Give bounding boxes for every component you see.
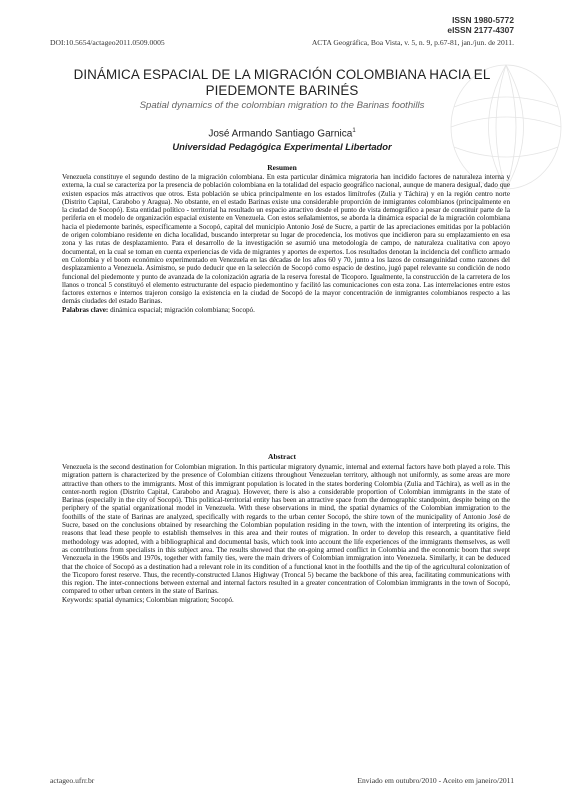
resumen-text: Venezuela constituye el segundo destino de la migración colombiana. En esta particular dinámica migratoria han incidido factores de naturaleza interna y externa, la cual se caracteriza por la presencia de población colombiana en la totalidad del espacio geográfico nacional, aunque de manera desigual, dado que existen espacios más atractivos que otros. Esta población se ubica principalmente en los estados limítrofes (Zulia y Táchira) y en la región centro norte (Distrito Capital, Carabobo y Aragua). No obstante, en el estado Barinas existe una considerable proporción de inmigrantes colombianos (principalmente en la ciudad de Socopó). Esta entidad político - territorial ha resultado un espacio atractivo desde el punto de vista demográfico a pesar de constituir parte de la periferia en el modelo de organización espacial existente en Venezuela. Con estos señalamientos, se aborda la dinámica espacial de la migración colombiana hacia el piedemonte barinés, específicamente a Socopó, capital del municipio Antonio José de Sucre, a partir de las apreciaciones emitidas por la población de origen colombiano residente en dicha localidad, buscando interpretar su lugar de procedencia, los motivos que incidieron para su emplazamiento en esa zona y las rutas de desplazamiento. Para el desarrollo de la investigación se asumió una metodología de campo, de naturaleza cualitativa con apoyo documental, en la cual se toman en cuenta experiencias de vida de migrantes y aportes de expertos. Los resultados denotan la incidencia del conflicto armado en Colombia y el boom económico experimentado en Venezuela en las décadas de los años 60 y 70, junto a los lazos de consanguinidad como razones del desplazamiento a Venezuela. Asimismo, se pudo deducir que en la selección de Socopó como espacio de destino, jugó papel relevante su condición de nodo funcional del piedemonte y punto de avanzada de la colonización agraria de la reserva forestal de Ticoporo. Igualmente, la construcción de la carretera de los llanos o troncal 5 constituyó el elemento estructurante del espacio piedemontino y facilitó las comunicaciones con esta zona. Las interrelaciones entre estos factores externos e internos trajeron consigo la existencia en la ciudad de Socopó de la mayor concentración de inmigrantes colombianos respecto a las demás ciudades del estado Barinas. xyxy=(62,173,510,306)
title-line-2: PIEDEMONTE BARINÉS xyxy=(205,82,359,98)
author-footnote-mark: 1 xyxy=(352,128,356,134)
resumen-keywords-label: Palabras clave: xyxy=(62,305,109,314)
resumen-heading: Resumen xyxy=(267,163,297,172)
abstract-body xyxy=(62,463,510,604)
resumen-keywords: dinámica espacial; migración colombiana; Socopó. xyxy=(108,305,255,314)
author xyxy=(50,128,514,139)
running-header xyxy=(50,38,514,47)
footer-site: actageo.ufrr.br xyxy=(50,776,95,785)
issn-print: ISSN 1980-5772 xyxy=(452,15,514,25)
resumen-body xyxy=(62,173,510,314)
abstract-text: Venezuela is the second destination for Colombian migration. In this particular migratory dynamic, internal and external factors have both played a role. This migration pattern is characterized by the presence of Colombian citizens throughout Venezuelan territory, although not uniformly, as some areas are more attractive than others to the immigrants. Most of this immigrant population is located in the states bordering Colombia (Zulia and Táchira), as well as in the center-north region (Distrito Capital, Carabobo and Aragua). However, there is also a considerable proportion of Colombian immigrants in the state of Barinas (especially in the city of Socopó). This political-territorial entity has been an attractive space from the demographic standpoint, despite being on the periphery of the spatial organizational model in Venezuela. With these observations in mind, the spatial dynamics of the Colombian immigration to the foothills of the state of Barinas are analyzed, specifically with regards to the urban center Socopó, the shire town of the municipality of Antonio José de Sucre, based on the conclusions obtained by researching the Colombian population residing in the town, with the intention of interpreting its origins, the reasons that lead these people to establish themselves in this area and their routes of migration. In order to develop this research, a quantitative field methodology was adopted, with a bibliographical and documental basis, which took into account the life experiences of the immigrants themselves, as well as contributions from specialists in this subject area. The results showed that the on-going armed conflict in Colombia and the economic boom that swept Venezuela in the 1960s and 1970s, together with family ties, were the main drivers of Colombian immigration into Venezuela. Similarly, it can be deduced that the choice of Socopó as a destination had a relevant role in its condition of a functional knot in the foothills and the tip of the agricultural colonization of the Ticoporo forest reserve. Thus, the recently-constructed Llanos Highway (Troncal 5) became the backbone of this area, facilitating communications with this region. The inter-connections between external and internal factors resulted in a greater concentration of Colombian immigrants in the town of Socopó, compared to other urban centers in the state of Barinas. xyxy=(62,463,510,596)
affiliation: Universidad Pedagógica Experimental Libertador xyxy=(172,141,392,152)
issn-electronic: eISSN 2177-4307 xyxy=(447,25,514,35)
article-subtitle: Spatial dynamics of the colombian migration to the Barinas foothills xyxy=(139,100,425,111)
article-title xyxy=(50,67,514,98)
footer-dates: Enviado em outubro/2010 - Aceito em janeiro/2011 xyxy=(357,776,514,785)
doi-text: DOI:10.5654/actageo2011.0509.0005 xyxy=(50,38,165,47)
abstract-keywords: Keywords: spatial dynamics; Colombian migration; Socopó. xyxy=(62,595,234,604)
journal-citation: ACTA Geográfica, Boa Vista, v. 5, n. 9, p.67-81, jan./jun. de 2011. xyxy=(311,38,514,47)
title-line-1: DINÁMICA ESPACIAL DE LA MIGRACIÓN COLOMBIANA HACIA EL xyxy=(73,67,491,82)
issn-block xyxy=(447,15,514,35)
author-name: José Armando Santiago Garnica xyxy=(208,128,353,140)
abstract-heading: Abstract xyxy=(268,452,296,461)
page-footer xyxy=(50,776,514,785)
